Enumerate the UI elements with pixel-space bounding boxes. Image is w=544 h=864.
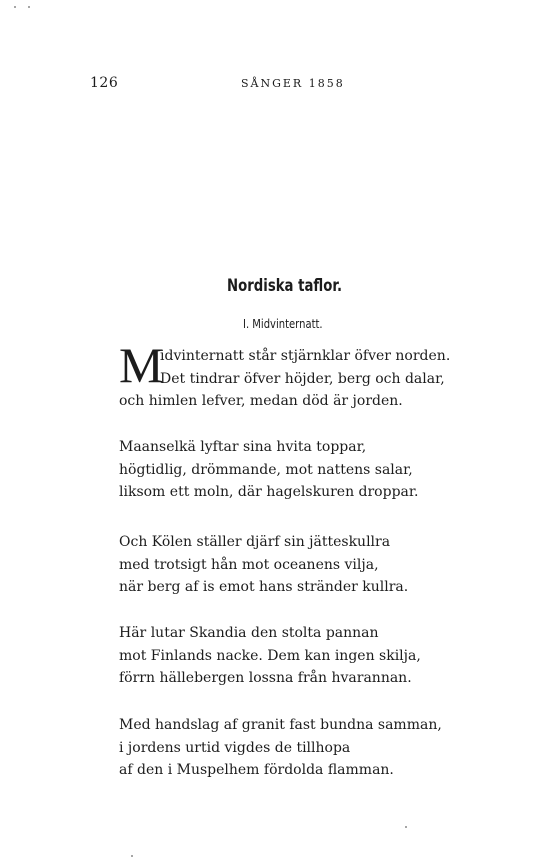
stanza-1 — [119, 337, 451, 413]
poem-title: Nordiska taflor. — [227, 276, 343, 296]
verse-line: Det tindrar öfver höjder, berg och dalar, — [160, 370, 445, 387]
scan-speck — [14, 6, 16, 8]
verse-line: när berg af is emot hans stränder kullra. — [119, 579, 409, 595]
verse-line: Här lutar Skandia den stolta pannan — [119, 625, 379, 641]
verse-line: af den i Muspelhem fördolda flamman. — [119, 762, 394, 778]
verse-line: med trotsigt hån mot oceanens vilja, — [119, 556, 379, 573]
verse-line: mot Finlands nacke. Dem kan ingen skilja, — [119, 647, 421, 664]
verse-line: Maanselkä lyftar sina hvita toppar, — [119, 439, 367, 455]
scan-speck — [28, 6, 30, 8]
stanza-2 — [119, 436, 419, 504]
verse-line: idvinternatt står stjärnklar öfver norden. — [160, 348, 451, 364]
verse-line: i jordens urtid vigdes de tillhopa — [119, 739, 351, 756]
drop-cap: M — [119, 337, 164, 393]
page-number: 126 — [90, 75, 119, 91]
verse-line: Med handslag af granit fast bundna samman, — [119, 717, 442, 733]
section-title: I. Midvinternatt. — [243, 316, 323, 331]
running-title: SÅNGER 1858 — [241, 77, 345, 90]
scan-speck — [405, 826, 407, 828]
verse-line: Och Kölen ställer djärf sin jätteskullra — [119, 534, 391, 550]
verse-line: och himlen lefver, medan död är jorden. — [119, 393, 403, 409]
verse-line: förrn hällebergen lossna från hvarannan. — [119, 670, 412, 686]
verse-line: liksom ett moln, där hagelskuren droppar. — [119, 484, 419, 500]
verse-line: högtidlig, drömmande, mot nattens salar, — [119, 461, 413, 478]
stanza-4 — [119, 622, 421, 690]
stanza-5 — [119, 714, 442, 782]
scan-speck — [131, 855, 133, 857]
stanza-3 — [119, 531, 408, 599]
